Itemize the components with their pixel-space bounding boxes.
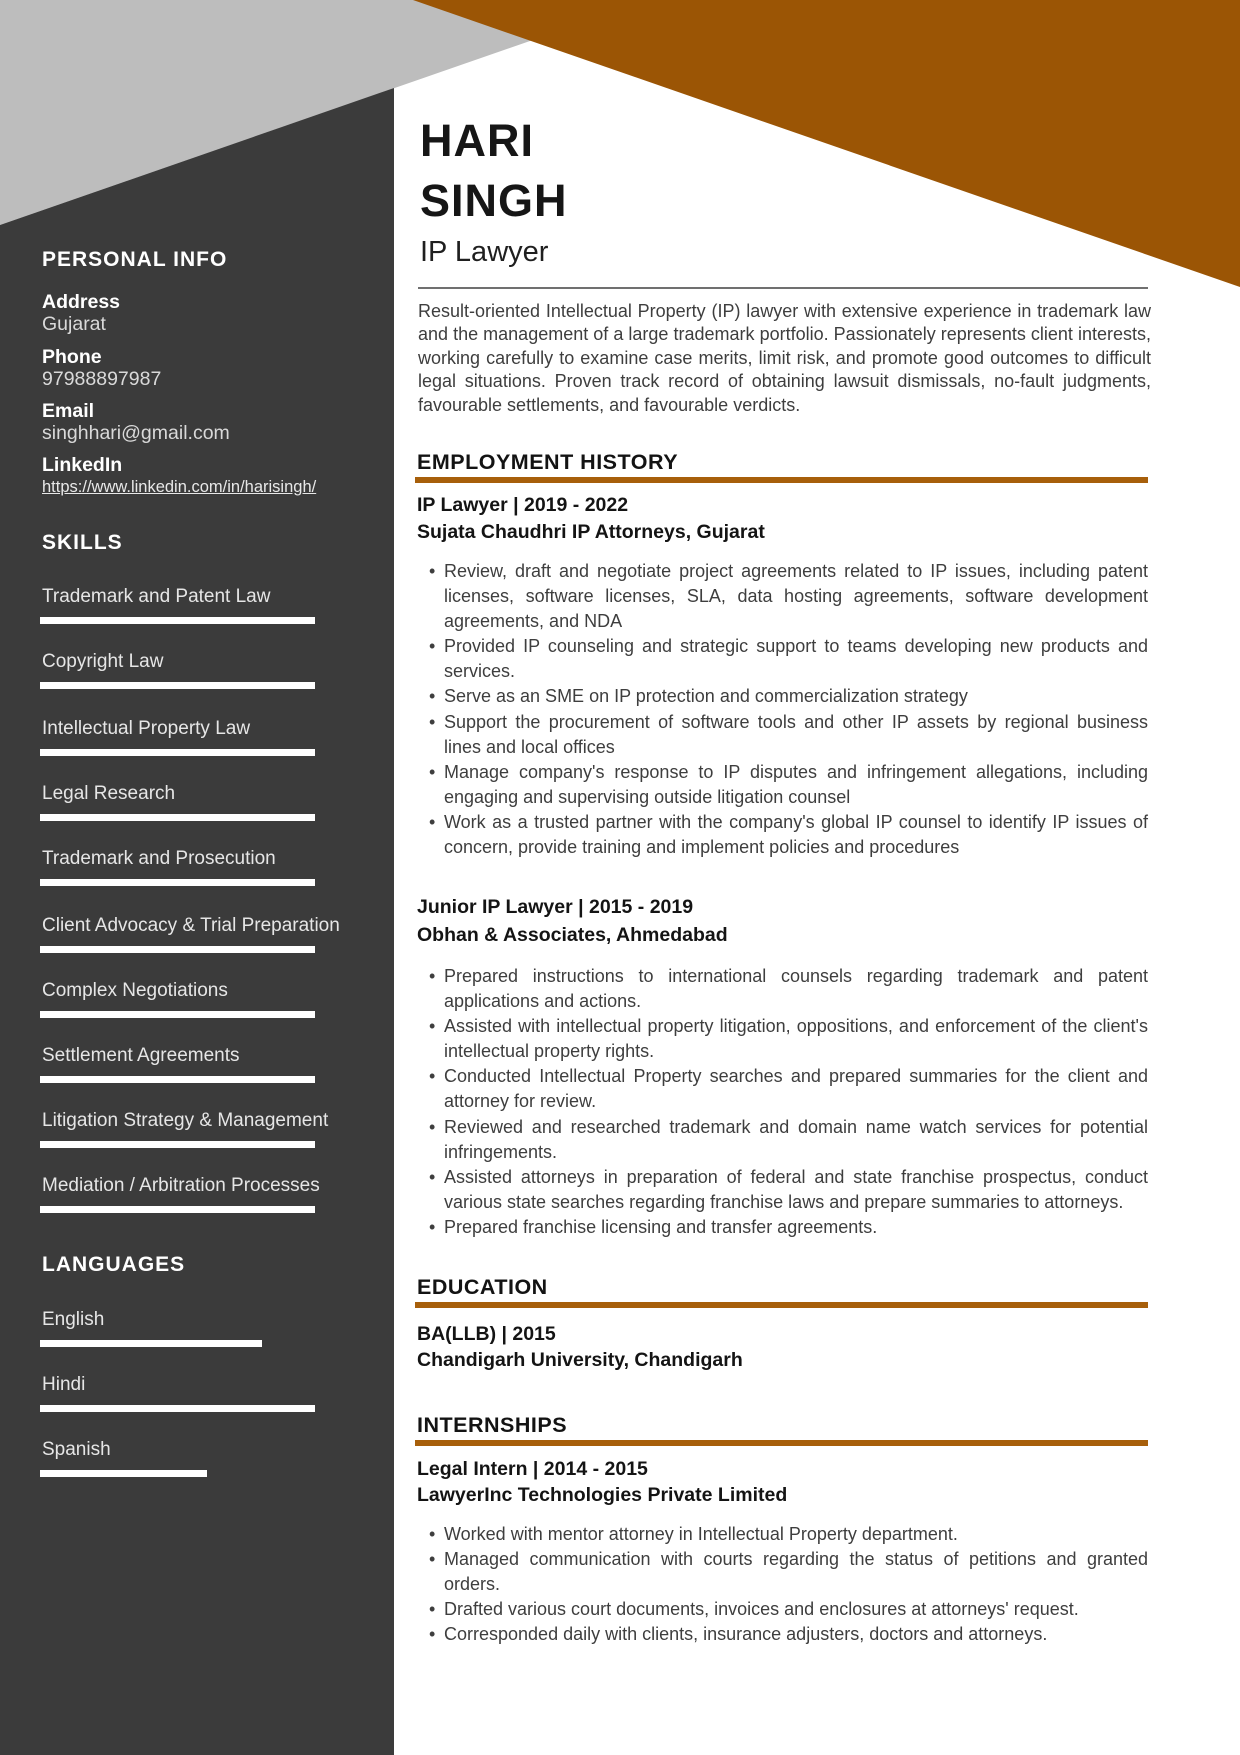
bullet-item: • Drafted various court documents, invoices and enclosures at attorneys' request. [415, 1597, 1148, 1622]
candidate-title: IP Lawyer [420, 236, 549, 268]
contact-value: Gujarat [42, 313, 106, 335]
education-institution: Chandigarh University, Chandigarh [417, 1349, 743, 1371]
skill-label: Client Advocacy & Trial Preparation [42, 915, 340, 936]
skill-label: Legal Research [42, 783, 176, 804]
language-label: English [42, 1309, 105, 1330]
skill-item [42, 848, 382, 886]
bullet-item: • Assisted attorneys in preparation of federal and state franchise prospectus, conduct various state searches regarding franchise laws and prepare summaries to attorneys. [415, 1165, 1148, 1215]
contact-label: Email [42, 400, 95, 422]
bullet-item: • Managed communication with courts regarding the status of petitions and granted orders. [415, 1547, 1148, 1597]
contact-value: singhhari@gmail.com [42, 422, 230, 444]
bullet-item: • Conducted Intellectual Property searches and prepared summaries for the client and attorney for review. [415, 1064, 1148, 1114]
language-bar [40, 1470, 207, 1477]
contact-label: Phone [42, 346, 102, 368]
skill-bar [40, 749, 315, 756]
skill-item [42, 586, 382, 624]
linkedin-link[interactable]: https://www.linkedin.com/in/harisingh/ [42, 478, 317, 496]
skill-bar [40, 1141, 315, 1148]
skill-item [42, 980, 382, 1018]
skill-item [42, 651, 382, 689]
language-label: Hindi [42, 1374, 86, 1395]
skill-label: Mediation / Arbitration Processes [42, 1175, 320, 1196]
skill-label: Litigation Strategy & Management [42, 1110, 329, 1131]
education-degree: BA(LLB) | 2015 [417, 1323, 556, 1345]
contact-linkedin [42, 454, 382, 498]
bullet-item: • Worked with mentor attorney in Intellectual Property department. [415, 1522, 1148, 1547]
skill-label: Trademark and Patent Law [42, 586, 271, 607]
job2-bullet-list [415, 964, 1148, 1240]
skill-bar [40, 814, 315, 821]
language-bar [40, 1340, 262, 1347]
bullet-item: • Work as a trusted partner with the company's global IP counsel to identify IP issues of concern, provide training and implement policies and procedures [415, 810, 1148, 860]
language-item [42, 1439, 382, 1477]
bullet-item: • Serve as an SME on IP protection and commercialization strategy [415, 684, 1148, 709]
candidate-name [415, 111, 1153, 231]
bullet-item: • Prepared instructions to international counsels regarding trademark and patent applications and actions. [415, 964, 1148, 1014]
skills-heading: SKILLS [42, 531, 123, 554]
language-item [42, 1309, 382, 1347]
skill-label: Complex Negotiations [42, 980, 228, 1001]
skill-item [42, 1045, 382, 1083]
internships-section-header [415, 1413, 1148, 1446]
contact-email [42, 400, 382, 444]
bullet-item: • Support the procurement of software tools and other IP assets by regional business lines and local offices [415, 710, 1148, 760]
section-title: INTERNSHIPS [417, 1413, 568, 1437]
language-item [42, 1374, 382, 1412]
section-rule [415, 477, 1148, 483]
skill-bar [40, 1206, 315, 1213]
bullet-item: • Provided IP counseling and strategic support to teams developing new products and services. [415, 634, 1148, 684]
bullet-item: • Prepared franchise licensing and transfer agreements. [415, 1215, 1148, 1240]
skill-item [42, 1110, 382, 1148]
section-rule [415, 1302, 1148, 1308]
internship-organization: LawyerInc Technologies Private Limited [417, 1484, 788, 1506]
contact-value: 97988897987 [42, 368, 162, 390]
section-rule [415, 1440, 1148, 1446]
bullet-item: • Corresponded daily with clients, insurance adjusters, doctors and attorneys. [415, 1622, 1148, 1647]
contact-label: Address [42, 291, 121, 313]
internship-bullet-list [415, 1522, 1148, 1647]
skill-label: Settlement Agreements [42, 1045, 240, 1066]
bullet-item: • Reviewed and researched trademark and domain name watch services for potential infringements. [415, 1115, 1148, 1165]
section-title: EDUCATION [417, 1275, 548, 1299]
personal-info-heading: PERSONAL INFO [42, 248, 228, 271]
bullet-item: • Assisted with intellectual property litigation, oppositions, and enforcement of the client's intellectual property rights. [415, 1014, 1148, 1064]
skill-bar [40, 1011, 315, 1018]
bullet-item: • Review, draft and negotiate project agreements related to IP issues, including patent licenses, software licenses, SLA, data hosting agreements, software development agreements, and NDA [415, 559, 1148, 634]
job2-role-dates: Junior IP Lawyer | 2015 - 2019 [417, 896, 694, 918]
skill-item [42, 915, 382, 953]
contact-address [42, 291, 382, 335]
languages-heading: LANGUAGES [42, 1253, 186, 1276]
employment-section-header [415, 450, 1148, 483]
skill-item [42, 718, 382, 756]
skill-bar [40, 682, 315, 689]
skill-bar [40, 617, 315, 624]
language-label: Spanish [42, 1439, 111, 1460]
skill-item [42, 783, 382, 821]
language-bar [40, 1405, 315, 1412]
title-divider [418, 287, 1148, 289]
job1-employer: Sujata Chaudhri IP Attorneys, Gujarat [417, 521, 765, 543]
skill-item [42, 1175, 382, 1213]
skill-bar [40, 946, 315, 953]
section-title: EMPLOYMENT HISTORY [417, 450, 679, 474]
last-name: SINGH [420, 175, 568, 226]
internship-role-dates: Legal Intern | 2014 - 2015 [417, 1458, 648, 1480]
skill-label: Trademark and Prosecution [42, 848, 276, 869]
skill-bar [40, 1076, 315, 1083]
education-section-header [415, 1275, 1148, 1308]
skill-label: Intellectual Property Law [42, 718, 251, 739]
job1-bullet-list [415, 559, 1148, 860]
skill-bar [40, 879, 315, 886]
contact-label: LinkedIn [42, 454, 123, 476]
job1-role-dates: IP Lawyer | 2019 - 2022 [417, 494, 629, 516]
profile-summary: Result-oriented Intellectual Property (IP) lawyer with extensive experience in trademark law and the management of a large trademark portfolio. Passionately represents client interests, working carefully to examine case merits, limit risk, and promote good outcomes to difficult legal situations. Proven track record of obtaining lawsuit dismissals, no-fault judgments, favourable settlements, and favourable verdicts. [418, 301, 1151, 415]
bullet-item: • Manage company's response to IP disputes and infringement allegations, including engaging and supervising outside litigation counsel [415, 760, 1148, 810]
contact-phone [42, 346, 382, 390]
job2-employer: Obhan & Associates, Ahmedabad [417, 924, 728, 946]
first-name: HARI [420, 115, 534, 166]
skill-label: Copyright Law [42, 651, 164, 672]
